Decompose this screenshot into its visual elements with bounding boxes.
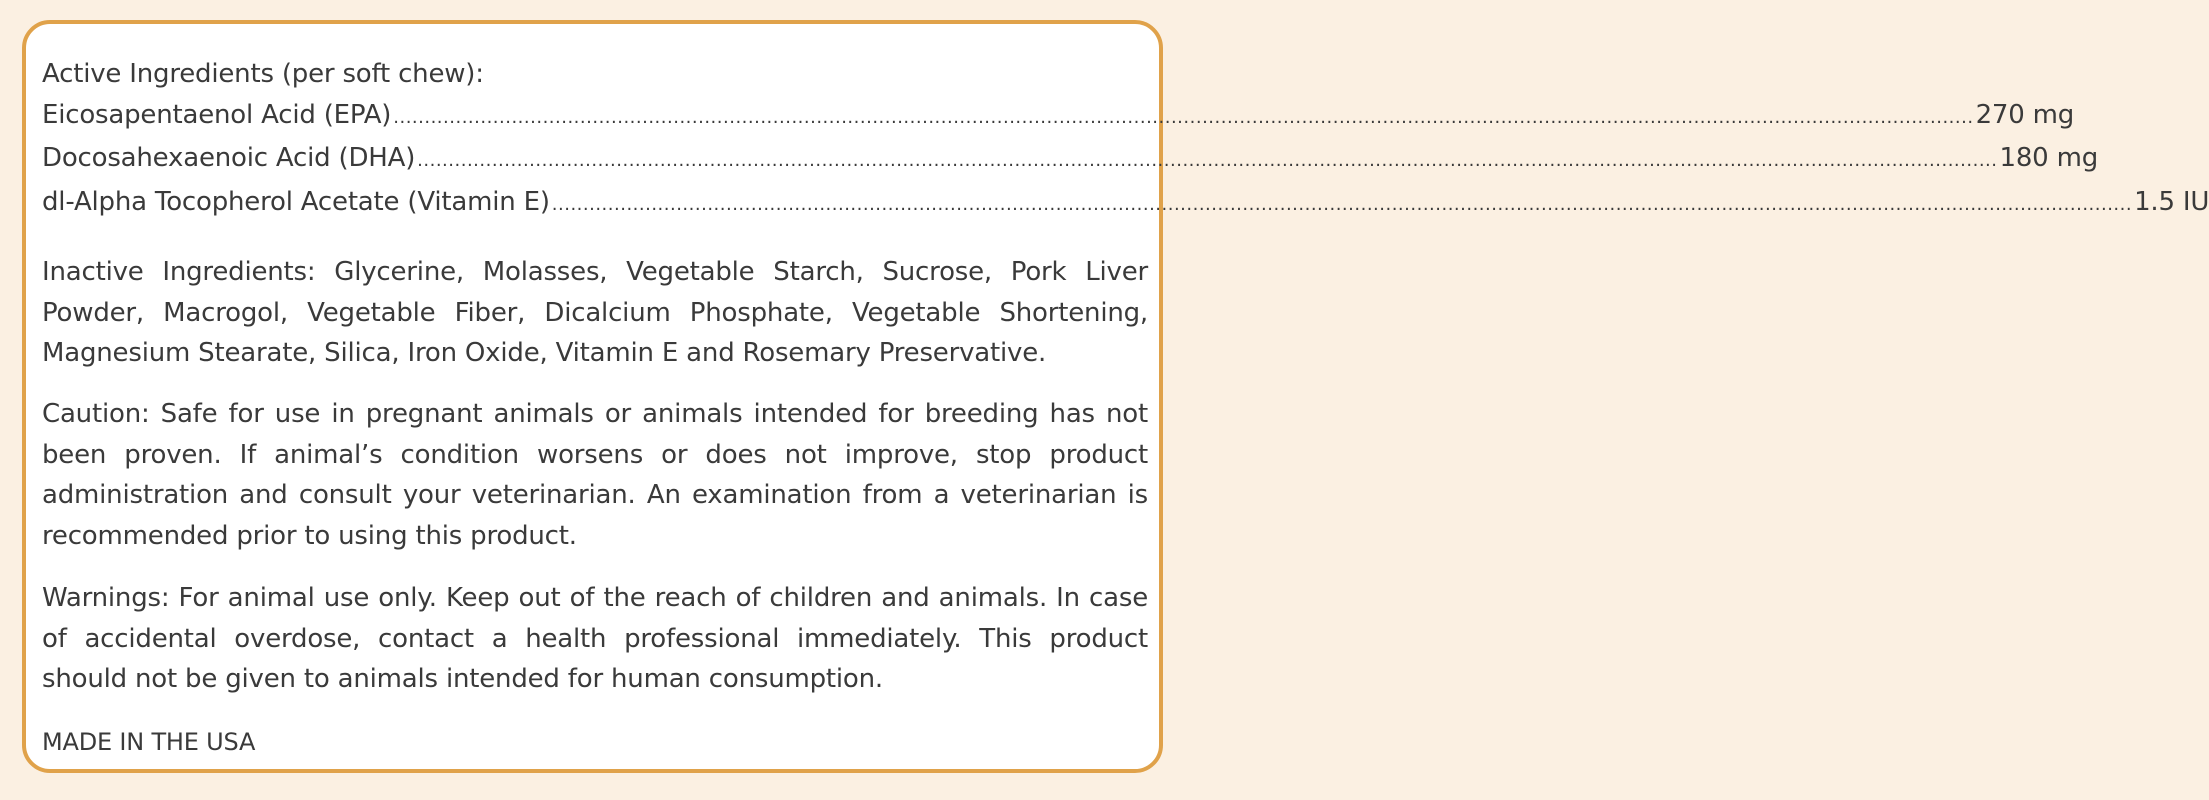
ingredient-row-dha (42, 138, 2099, 182)
dot-leader: .............................................................................................................................................................................................................................................................. (417, 150, 1998, 171)
ingredient-amount: 270 mg (1975, 99, 2075, 130)
ingredient-amount: 1.5 IU (2134, 186, 2209, 217)
ingredient-name: Eicosapentaenol Acid (EPA) (42, 99, 392, 130)
caution-paragraph: Caution: Safe for use in pregnant animals or animals intended for breeding has not been proven. If animal’s condition worsens or does not improve, stop product administration and consult your veterinarian. An examination from a veterinarian is recommended prior to using this product. (42, 399, 1148, 551)
active-ingredients-heading: Active Ingredients (per soft chew): (42, 59, 484, 89)
inactive-ingredients-paragraph: Inactive Ingredients: Glycerine, Molasses, Vegetable Starch, Sucrose, Pork Liver Powder, Macrogol, Vegetable Fiber, Dicalcium Phosphate, Vegetable Shortening, Magnesium Stearate, Silica, Iron Oxide, Vitamin E and Rosemary Preservative. (42, 257, 1148, 368)
ingredient-amount: 180 mg (1999, 143, 2099, 173)
dot-leader: .............................................................................................................................................................................................................................................................. (551, 193, 2133, 215)
made-in-usa-text: MADE IN THE USA (42, 728, 256, 756)
dot-leader: .............................................................................................................................................................................................................................................................. (393, 106, 1974, 128)
ingredient-row-vitamin-e (42, 182, 2209, 226)
ingredient-name: Docosahexaenoic Acid (DHA) (42, 143, 416, 173)
active-ingredients-section (42, 54, 2209, 225)
warnings-paragraph: Warnings: For animal use only. Keep out of the reach of children and animals. In case of accidental overdose, contact a health professional immediately. This product should not be given to animals intended for human consumption. (42, 583, 1148, 694)
ingredient-row-epa (42, 95, 2075, 139)
ingredient-name: dl-Alpha Tocopherol Acetate (Vitamin E) (42, 186, 550, 217)
